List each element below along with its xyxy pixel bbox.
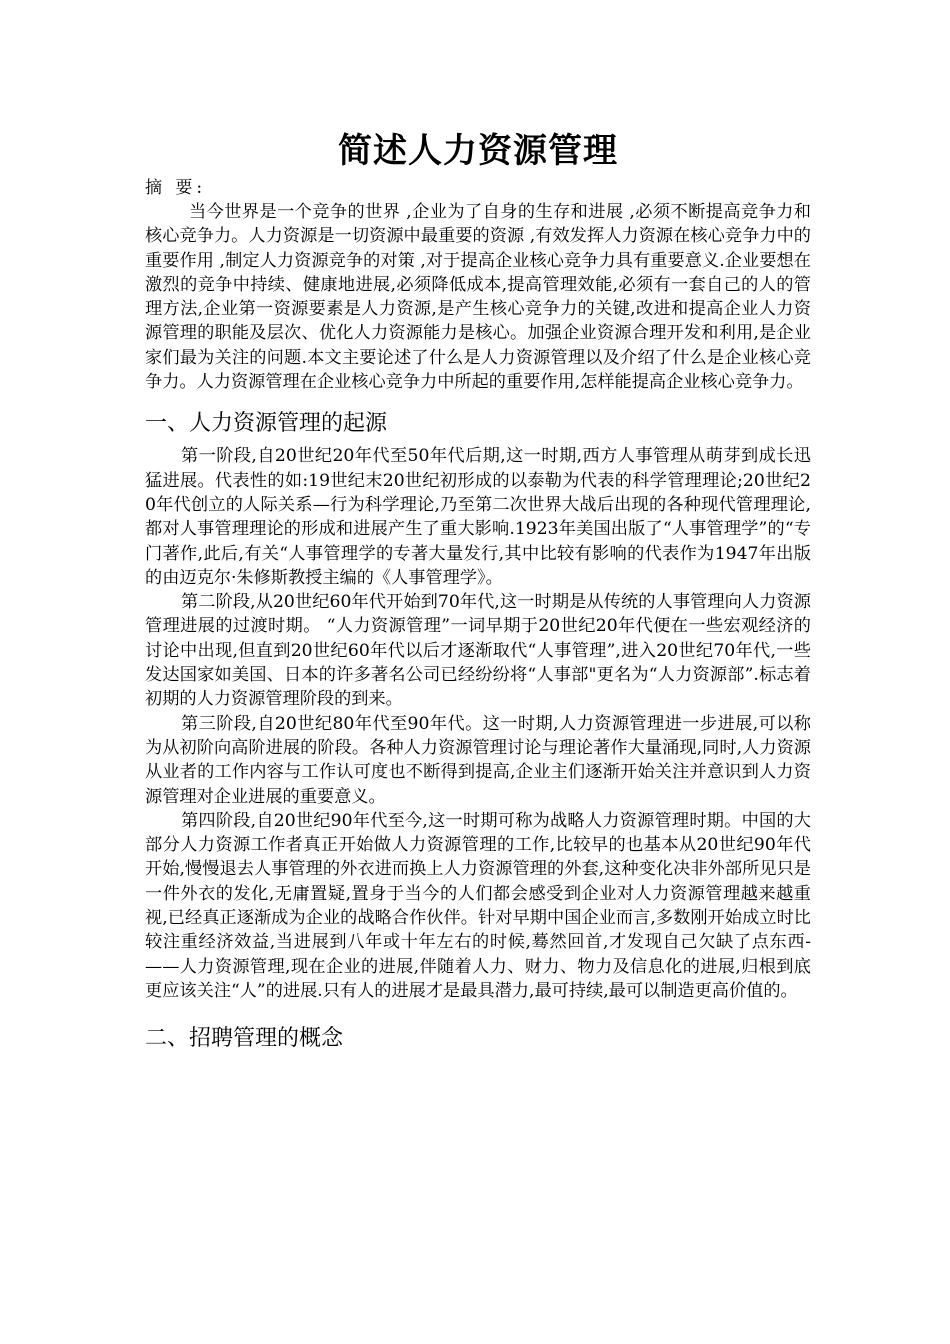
paragraph-stage-3: 第三阶段,自20世纪80年代至90年代。这一时期,人力资源管理进一步进展,可以称为从初阶向高阶进展的阶段。各种人力资源管理讨论与理论著作大量涌现,同时,人力资源从业者的工作内容与工作认可度也不断得到提高,企业主们逐渐开始关注并意识到人力资源管理对企业进展的重要意义。 <box>145 713 811 807</box>
paragraph-stage-1: 第一阶段,自20世纪20年代至50年代后期,这一时期,西方人事管理从萌芽到成长迅猛进展。代表性的如:19世纪末20世纪初形成的以泰勒为代表的科学管理理论;20世纪20年代创立的人际关系—行为科学理论,乃至第二次世界大战后出现的各种现代管理理论,都对人事管理理论的形成和进展产生了重大影响.1923年美国出版了“人事管理学”的“专门著作,此后,有关“人事管理学的专著大量发行,其中比较有影响的代表作为1947年出版的由迈克尔·朱修斯教授主编的《人事管理学》。 <box>145 446 811 588</box>
document-page <box>145 126 811 1059</box>
section-heading-recruitment: 二、招聘管理的概念 <box>145 1026 344 1052</box>
abstract-paragraph: 当今世界是一个竞争的世界 ,企业为了自身的生存和进展 ,必须不断提高竞争力和核心竞争力。人力资源是一切资源中最重要的资源 ,有效发挥人力资源在核心竞争力中的重要作用 ,制定人力资源竞争的对策 ,对于提高企业核心竞争力具有重要意义.企业要想在激烈的竞争中持续、健康地进展,必须降低成本,提高管理效能,必须有一套自己的人的管理方法,企业第一资源要素是人力资源,是产生核心竞争力的关键,改进和提高企业人力资源管理的职能及层次、优化人力资源能力是核心。加强企业资源合理开发和利用,是企业家们最为关注的问题.本文主要论述了什么是人力资源管理以及介绍了什么是企业核心竞争力。人力资源管理在企业核心竞争力中所起的重要作用,怎样能提高企业核心竞争力。 <box>145 202 811 393</box>
abstract-label: 摘 要: <box>145 178 207 198</box>
section-heading-origin: 一、人力资源管理的起源 <box>145 411 388 437</box>
document-title: 简述人力资源管理 <box>338 131 618 171</box>
paragraph-stage-4: 第四阶段,自20世纪90年代至今,这一时期可称为战略人力资源管理时期。中国的大部分人力资源工作者真正开始做人力资源管理的工作,比较早的也基本从20世纪90年代开始,慢慢退去人事管理的外衣进而换上人力资源管理的外套,这种变化决非外部所见只是一件外衣的发化,无庸置疑,置身于当今的人们都会感受到企业对人力资源管理越来越重视,已经真正逐渐成为企业的战略合作伙伴。针对早期中国企业而言,多数刚开始成立时比较注重经济效益,当进展到八年或十年左右的时候,蓦然回首,才发现自己欠缺了点东西-——人力资源管理,现在企业的进展,伴随着人力、财力、物力及信息化的进展,归根到底更应该关注“人”的进展.只有人的进展才是最具潜力,最可持续,最可以制造更高价值的。 <box>145 810 811 1001</box>
paragraph-stage-2: 第二阶段,从20世纪60年代开始到70年代,这一时期是从传统的人事管理向人力资源管理进展的过渡时期。 “人力资源管理”一词早期于20世纪20年代便在一些宏观经济的讨论中出现,但直到20世纪60年代以后才逐渐取代“人事管理”,进入20世纪70年代,一些发达国家如美国、日本的许多著名公司已经纷纷将“人事部"更名为“人力资源部”.标志着初期的人力资源管理阶段的到来。 <box>145 592 811 710</box>
